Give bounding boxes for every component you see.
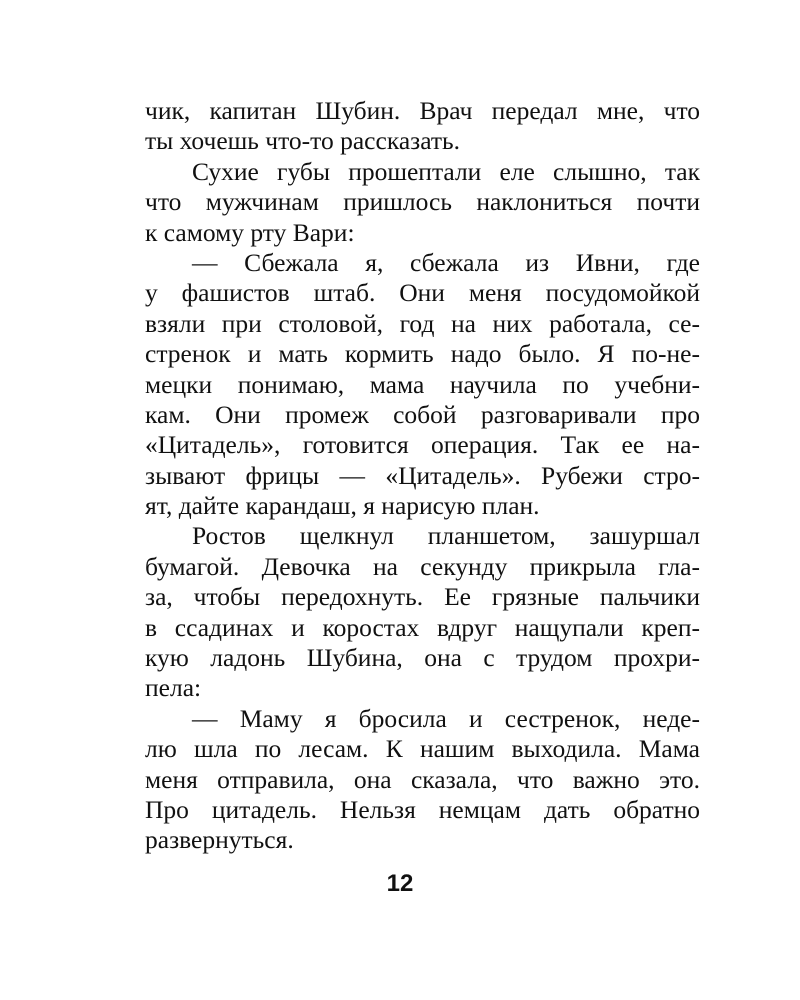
text-line: чик, капитан Шубин. Врач передал мне, что <box>145 96 700 125</box>
text-line: зывают фрицы — «Цитадель». Рубежи стро- <box>145 460 700 490</box>
text-line: «Цитадель», готовится операция. Так ее на- <box>145 430 700 460</box>
text-line: ты хочешь что-то рассказать. <box>145 126 461 156</box>
text-line: стренок и мать кормить надо было. Я по-не- <box>145 339 700 369</box>
text-line: кам. Они промеж собой разговаривали про <box>145 399 700 429</box>
body-text <box>145 96 700 856</box>
text-line: Сухие губы прошептали еле слышно, так <box>192 156 700 186</box>
text-line: взяли при столовой, год на них работала, се- <box>145 308 700 338</box>
text-line: бумагой. Девочка на секунду прикрыла гла- <box>145 551 700 581</box>
text-line: лю шла по лесам. К нашим выходила. Мама <box>145 734 700 764</box>
text-line: — Сбежала я, сбежала из Ивни, где <box>192 247 700 277</box>
text-line: у фашистов штаб. Они меня посудомойкой <box>145 278 700 308</box>
text-line: в ссадинах и коростах вдруг нащупали креп- <box>145 612 700 642</box>
text-line: к самому рту Вари: <box>145 217 355 247</box>
text-line: развернуться. <box>145 825 294 855</box>
text-line: пела: <box>145 673 202 703</box>
text-line: меня отправила, она сказала, что важно это. <box>145 764 700 794</box>
text-line: кую ладонь Шубина, она с трудом прохри- <box>145 643 700 673</box>
text-line: ят, дайте карандаш, я нарисую план. <box>145 491 540 521</box>
page-number: 12 <box>386 870 414 897</box>
text-line: мецки понимаю, мама научила по учебни- <box>145 369 700 399</box>
text-line: за, чтобы передохнуть. Ее грязные пальчики <box>145 582 700 612</box>
text-line: Про цитадель. Нельзя немцам дать обратно <box>145 794 700 824</box>
text-line: — Маму я бросила и сестренок, неде- <box>192 703 700 733</box>
text-line: что мужчинам пришлось наклониться почти <box>145 187 700 217</box>
text-line: Ростов щелкнул планшетом, зашуршал <box>192 521 700 551</box>
